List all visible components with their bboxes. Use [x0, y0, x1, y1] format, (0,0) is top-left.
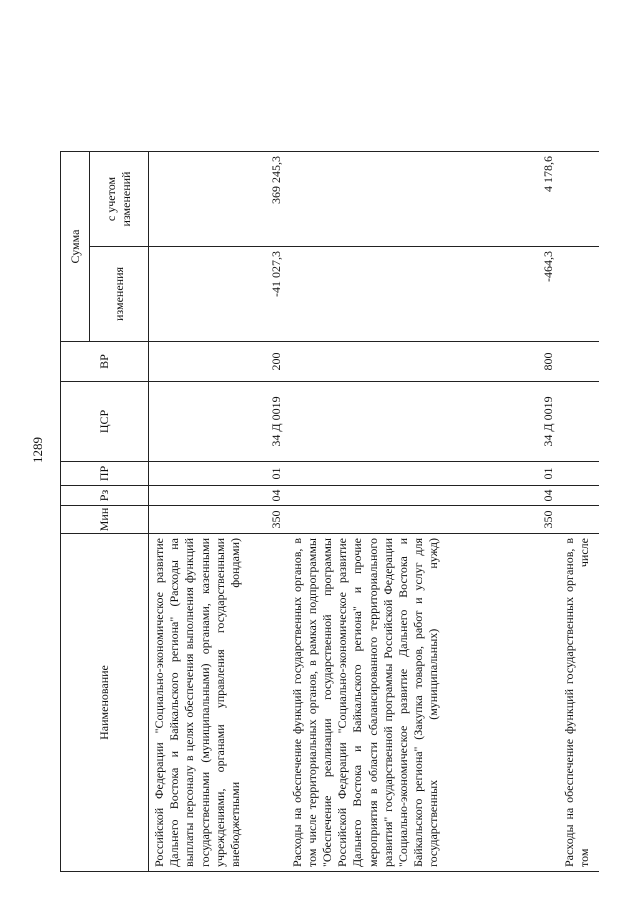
header-with-change: с учетом изменений [90, 152, 149, 247]
cell-min: 350 [149, 506, 287, 534]
cell-rz [559, 486, 599, 506]
table-row [149, 152, 287, 872]
cell-with-change [559, 152, 599, 247]
row-name: Расходы на обеспечение функций государственных органов, в том числе территориальных органов, в рамках подпрограммы "Обеспечение реализации государственной программы Российской Федерации "Социально-экономическое развитие Дальнего Востока и Байкальского региона" и прочие мероприятия в области сбалансированного территориального развития" государственной программы Российской Федерации "Социально-экономическое развитие Дальнего Востока и Байкальского региона" (Закупка товаров, работ и услуг для государственных (муниципальных) нужд) [287, 534, 559, 872]
header-pr: ПР [61, 462, 149, 486]
cell-vr: 200 [149, 342, 287, 382]
budget-table [60, 151, 599, 872]
row-name: Расходы на обеспечение функций государственных органов, в том числе [559, 534, 599, 872]
cell-with-change: 4 178,6 [287, 152, 559, 247]
header-csr: ЦСР [61, 382, 149, 462]
row-name: Российской Федерации "Социально-экономическое развитие Дальнего Востока и Байкальского региона" (Расходы на выплаты персоналу в целях обеспечения выполнения функций государственными (муниципальными) органами, казенными учреждениями, органами управления государственными внебюджетными фондами) [149, 534, 287, 872]
cell-change: -464,3 [287, 247, 559, 342]
cell-csr: 34 Д 0019 [287, 382, 559, 462]
page-number: 1289 [30, 437, 45, 463]
cell-csr: 34 Д 0019 [149, 382, 287, 462]
cell-rz: 04 [149, 486, 287, 506]
cell-with-change: 369 245,3 [149, 152, 287, 247]
cell-change: -41 027,3 [149, 247, 287, 342]
cell-vr: 800 [287, 342, 559, 382]
cell-pr: 01 [287, 462, 559, 486]
cell-csr [559, 382, 599, 462]
header-rz: Рз [61, 486, 149, 506]
header-sum: Сумма [61, 152, 90, 342]
cell-vr [559, 342, 599, 382]
table-row [287, 152, 559, 872]
cell-change [559, 247, 599, 342]
header-name: Наименование [61, 534, 149, 872]
cell-min: 350 [287, 506, 559, 534]
header-change: изменения [90, 247, 149, 342]
header-min: Мин [61, 506, 149, 534]
cell-pr [559, 462, 599, 486]
table-row [559, 152, 599, 872]
header-vr: ВР [61, 342, 149, 382]
cell-rz: 04 [287, 486, 559, 506]
cell-min [559, 506, 599, 534]
cell-pr: 01 [149, 462, 287, 486]
